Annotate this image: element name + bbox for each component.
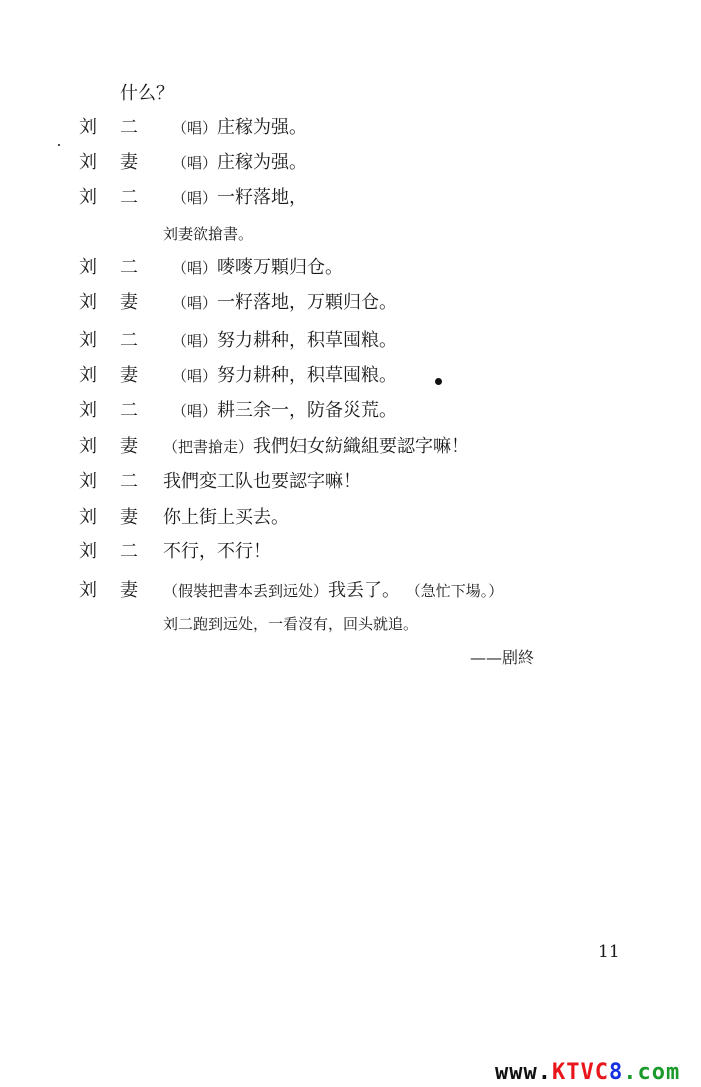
stage-note: （唱） [172,367,218,385]
line-text: 努力耕种，积草囤粮。 [217,330,398,351]
stage-note: （唱） [172,294,218,312]
speaker-surname: 刘 [79,292,97,313]
speaker-name: 妻 [120,365,138,386]
line-text: 一籽落地，万顆归仓。 [217,292,398,313]
speaker-surname: 刘 [79,365,97,386]
line-body [172,114,307,142]
page-number: 11 [598,942,620,962]
line-text: 我們妇女紡織組要認字嘛！ [253,436,470,457]
dialogue-line [0,114,701,142]
speaker-surname: 刘 [79,580,97,601]
stage-note: （唱） [172,402,218,420]
dialogue-line [0,433,701,461]
line-text: 你上街上买去。 [163,507,289,528]
stage-note: （唱） [172,332,218,350]
speaker-surname: 刘 [79,117,97,138]
speaker-name: 妻 [120,152,138,173]
speaker-name: 二 [120,541,138,562]
stage-note: （急忙下場。） [405,582,504,600]
line-body [172,362,397,390]
line-body [172,184,307,212]
line-text: 我們変工队也要認字嘛！ [163,471,361,492]
dialogue-line [0,504,701,532]
dialogue-line [0,254,701,282]
line-text: 庄稼为强。 [217,117,308,138]
speaker-surname: 刘 [79,400,97,421]
line-body [163,468,361,496]
dialogue-line [0,468,701,496]
dialogue-line [0,149,701,177]
ink-speck [435,378,442,385]
speaker-surname: 刘 [79,187,97,208]
line-text: 庄稼为强。 [217,152,308,173]
ink-speck [58,144,60,146]
speaker-surname: 刘 [79,152,97,173]
speaker-name: 二 [120,400,138,421]
dialogue-line [0,538,701,566]
speaker-name: 妻 [120,292,138,313]
speaker-surname: 刘 [79,541,97,562]
dialogue-line [0,184,701,212]
line-text: 一籽落地， [217,187,308,208]
speaker-name: 二 [120,471,138,492]
line-body [172,327,397,355]
watermark-part: .com [623,1060,681,1085]
stage-note: （把書搶走） [163,438,254,456]
dialogue-line [0,397,701,425]
line-body [172,149,307,177]
dialogue-line [0,577,701,605]
stage-note: （唱） [172,259,218,277]
speaker-name: 二 [120,187,138,208]
line-text: 嘜嘜万顆归仓。 [217,257,344,278]
line-text: 不行，不行！ [163,541,271,562]
speaker-name: 二 [120,257,138,278]
line-body [172,254,343,282]
line-body [163,504,289,532]
watermark-part: KTVC [551,1060,609,1085]
line-body [163,433,469,461]
stage-direction [0,610,701,638]
speaker-name: 二 [120,117,138,138]
stage-note: （唱） [172,154,218,172]
line-text: 什么？ [120,83,174,104]
line-body [163,577,503,605]
dialogue-line [0,289,701,317]
speaker-name: 二 [120,330,138,351]
direction-text: 刘妻欲搶書。 [163,225,254,243]
speaker-surname: 刘 [79,257,97,278]
line-body [172,289,397,317]
stage-direction [0,220,701,248]
speaker-surname: 刘 [79,436,97,457]
line-text: 耕三余一，防备災荒。 [217,400,398,421]
watermark [495,1060,680,1085]
line-body [163,538,271,566]
speaker-name: 妻 [120,580,138,601]
speaker-surname: 刘 [79,507,97,528]
stage-note: （假裝把書本丢到远处） [163,582,329,600]
speaker-surname: 刘 [79,330,97,351]
stage-note: （唱） [172,189,218,207]
speaker-surname: 刘 [79,471,97,492]
dialogue-line [0,362,701,390]
stage-note: （唱） [172,119,218,137]
dialogue-line [0,327,701,355]
continuation-line [0,80,701,108]
line-text: 努力耕种，积草囤粮。 [217,365,398,386]
line-body [172,397,397,425]
line-text: 我丢了。 [328,580,401,601]
speaker-name: 妻 [120,507,138,528]
speaker-name: 妻 [120,436,138,457]
watermark-part: 8 [608,1060,624,1085]
watermark-part: www. [495,1060,552,1085]
direction-text: 刘二跑到远处，一看沒有，回头就追。 [163,615,419,633]
play-ending: ——剧終 [470,648,535,667]
